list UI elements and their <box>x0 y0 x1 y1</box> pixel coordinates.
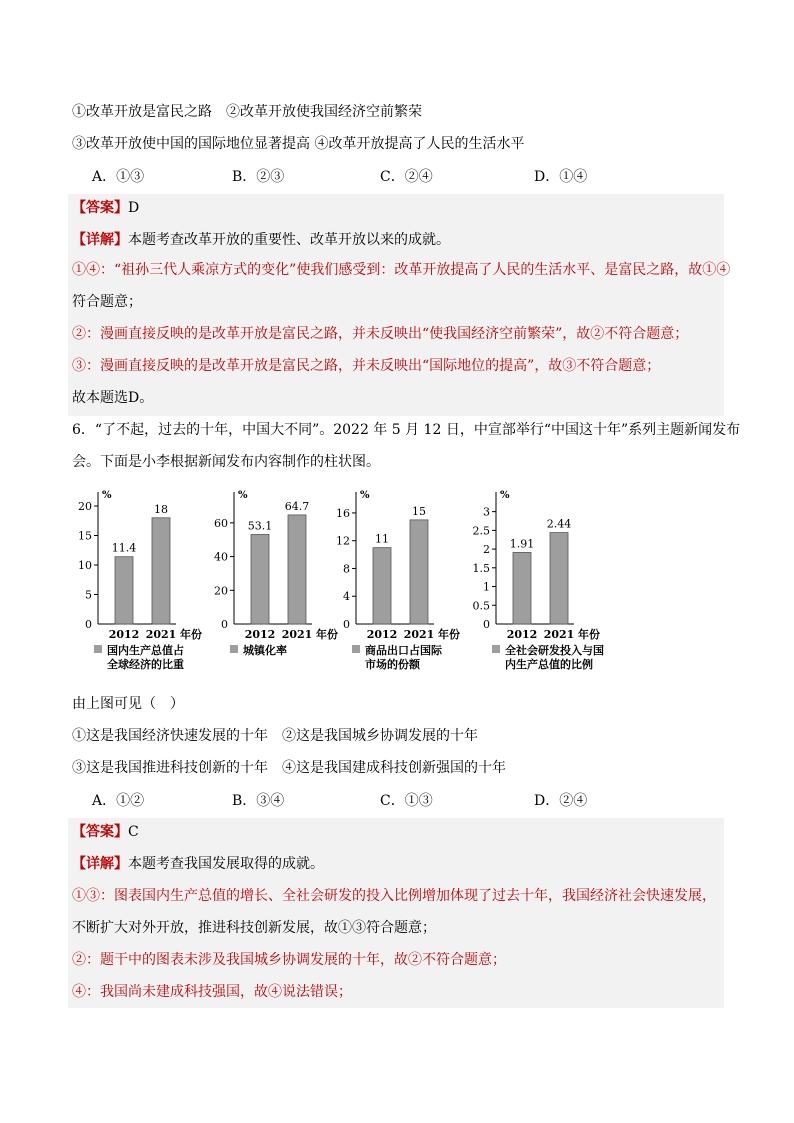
q6-explanation-1b: 不断扩大对外开放，推进科技创新发展，故①③符合题意； <box>72 920 436 936</box>
x-axis-label: 年份 <box>316 628 338 641</box>
x-tick-label: 2012 <box>506 628 538 641</box>
detail-tag: 【详解】 <box>72 856 128 872</box>
legend-line <box>352 658 442 672</box>
q5-explanation-3: ③：漫画直接反映的是改革开放是富民之路，并未反映出“国际地位的提高”，故③不符合题意； <box>72 358 661 374</box>
y-tick-label: 2.5 <box>472 524 490 538</box>
legend-text: 市场的份额 <box>365 658 420 671</box>
q5-option-d: D．①④ <box>534 169 588 185</box>
q6-option-a: A．①② <box>92 793 145 809</box>
bar-2021 <box>410 520 428 624</box>
legend-text: 城镇化率 <box>243 644 287 657</box>
legend-text: 国内生产总值占 <box>107 644 184 657</box>
q6-option-d: D．②④ <box>534 793 588 809</box>
q5-option-a: A．①③ <box>92 169 145 185</box>
x-tick-label: 2021 <box>543 628 575 641</box>
legend-swatch <box>94 645 102 653</box>
q5-explanation-1a: ①④：“祖孙三代人乘凉方式的变化”使我们感受到：改革开放提高了人民的生活水平、是富民之路，故①④ <box>72 262 731 278</box>
bar-value-label: 1.91 <box>509 537 535 551</box>
q6-answer <box>72 822 139 842</box>
q5-option-c: C．②④ <box>380 169 433 185</box>
y-tick-label: 5 <box>85 588 92 602</box>
y-tick-label: 8 <box>343 562 350 576</box>
legend-line <box>492 658 604 672</box>
chart-svg <box>72 484 220 644</box>
y-tick-label: 20 <box>214 584 228 598</box>
x-tick-label: 2021 <box>145 628 177 641</box>
legend-swatch <box>492 645 500 653</box>
q6-items-line2: ③这是我国推进科技创新的十年 ④这是我国建成科技创新强国的十年 <box>72 760 506 776</box>
legend-text: 全社会研发投入与国 <box>505 644 604 657</box>
chart-legend <box>492 644 604 672</box>
bar-value-label: 2.44 <box>546 517 572 531</box>
x-axis-label: 年份 <box>438 628 460 641</box>
y-tick-label: 3 <box>483 505 490 519</box>
x-axis-label: 年份 <box>180 628 202 641</box>
q6-options <box>92 790 652 810</box>
bar-value-label: 18 <box>154 502 168 516</box>
bar-value-label: 15 <box>412 504 426 518</box>
q5-options <box>92 166 652 186</box>
y-tick-label: 0 <box>483 618 490 631</box>
answer-tag: 【答案】 <box>72 200 128 216</box>
chart-legend <box>230 644 287 658</box>
bar-value-label: 11 <box>375 532 389 546</box>
y-tick-label: 0 <box>85 618 92 631</box>
q6-answer-box <box>68 818 724 1008</box>
q6-detail <box>72 854 324 874</box>
detail-tag: 【详解】 <box>72 232 128 248</box>
q5-detail <box>72 230 450 250</box>
legend-line <box>230 644 287 658</box>
y-tick-label: 0 <box>221 618 228 631</box>
bar-chart-3 <box>330 484 478 684</box>
bar-2021 <box>550 533 568 624</box>
y-tick-label: 16 <box>336 506 350 520</box>
y-tick-label: 15 <box>78 529 92 543</box>
bar-value-label: 64.7 <box>284 499 310 513</box>
y-unit-label: % <box>238 490 248 501</box>
q6-explanation-2: ②：题干中的图表未涉及我国城乡协调发展的十年，故②不符合题意； <box>72 952 506 968</box>
q6-stem-line1: 6．“了不起，过去的十年，中国大不同”。2022 年 5 月 12 日，中宣部举行“中国这十年”系列主题新闻发布 <box>72 422 741 438</box>
x-tick-label: 2021 <box>403 628 435 641</box>
bar-2012 <box>251 534 269 624</box>
x-tick-label: 2012 <box>108 628 140 641</box>
y-tick-label: 1.5 <box>472 561 490 575</box>
bar-chart-1 <box>72 484 220 684</box>
answer-tag: 【答案】 <box>72 824 128 840</box>
chart-legend <box>352 644 442 672</box>
y-tick-label: 4 <box>343 590 350 604</box>
q5-explanation-1b: 符合题意； <box>72 294 142 310</box>
answer-value: C <box>128 824 139 840</box>
legend-text: 商品出口占国际 <box>365 644 442 657</box>
q6-question: 由上图可见（ ） <box>72 696 184 712</box>
bar-value-label: 11.4 <box>111 541 137 555</box>
y-tick-label: 0 <box>343 618 350 631</box>
detail-text: 本题考查我国发展取得的成就。 <box>128 856 324 872</box>
q5-items-line2: ③改革开放使中国的国际地位显著提高 ④改革开放提高了人民的生活水平 <box>72 136 525 152</box>
x-axis-label: 年份 <box>578 628 600 641</box>
y-tick-label: 0.5 <box>472 599 490 613</box>
y-tick-label: 2 <box>483 543 490 557</box>
legend-line <box>492 644 604 658</box>
q6-option-b: B．③④ <box>232 793 285 809</box>
x-tick-label: 2012 <box>366 628 398 641</box>
legend-text: 内生产总值的比例 <box>505 658 593 671</box>
legend-line <box>94 658 184 672</box>
answer-value: D <box>128 200 140 216</box>
q5-option-b: B．②③ <box>232 169 285 185</box>
q6-explanation-1a: ①③：图表国内生产总值的增长、全社会研发的投入比例增加体现了过去十年，我国经济社会快速发展， <box>72 888 716 904</box>
chart-legend <box>94 644 184 672</box>
legend-line <box>352 644 442 658</box>
bar-2012 <box>115 557 133 624</box>
q6-explanation-3: ④：我国尚未建成科技强国，故④说法错误； <box>72 984 352 1000</box>
q5-answer <box>72 198 139 218</box>
q5-conclusion: 故本题选D。 <box>72 390 154 406</box>
y-tick-label: 1 <box>483 580 490 594</box>
y-tick-label: 40 <box>214 550 228 564</box>
legend-text: 全球经济的比重 <box>107 658 184 671</box>
q6-option-c: C．①③ <box>380 793 433 809</box>
q6-stem-line2: 会。下面是小李根据新闻发布内容制作的柱状图。 <box>72 454 380 470</box>
y-unit-label: % <box>360 490 370 501</box>
bar-2021 <box>152 518 170 624</box>
chart-svg <box>470 484 618 644</box>
q5-items-line1: ①改革开放是富民之路 ②改革开放使我国经济空前繁荣 <box>72 104 422 120</box>
bar-2012 <box>373 548 391 624</box>
x-tick-label: 2021 <box>281 628 313 641</box>
bar-chart-4 <box>470 484 618 684</box>
detail-text: 本题考查改革开放的重要性、改革开放以来的成就。 <box>128 232 450 248</box>
y-tick-label: 20 <box>78 500 92 513</box>
legend-swatch <box>352 645 360 653</box>
legend-swatch <box>230 645 238 653</box>
x-tick-label: 2012 <box>244 628 276 641</box>
y-tick-label: 12 <box>336 534 350 548</box>
y-unit-label: % <box>500 490 510 501</box>
q6-items-line1: ①这是我国经济快速发展的十年 ②这是我国城乡协调发展的十年 <box>72 728 478 744</box>
y-tick-label: 10 <box>78 559 92 572</box>
legend-line <box>94 644 184 658</box>
y-tick-label: 60 <box>214 516 228 530</box>
q5-answer-box <box>68 194 731 416</box>
q5-explanation-2: ②：漫画直接反映的是改革开放是富民之路，并未反映出“使我国经济空前繁荣”，故②不符合题意； <box>72 326 689 342</box>
y-unit-label: % <box>102 490 112 501</box>
bar-2021 <box>288 515 306 624</box>
bar-2012 <box>513 552 531 624</box>
bar-value-label: 53.1 <box>247 519 273 533</box>
chart-svg <box>330 484 478 644</box>
